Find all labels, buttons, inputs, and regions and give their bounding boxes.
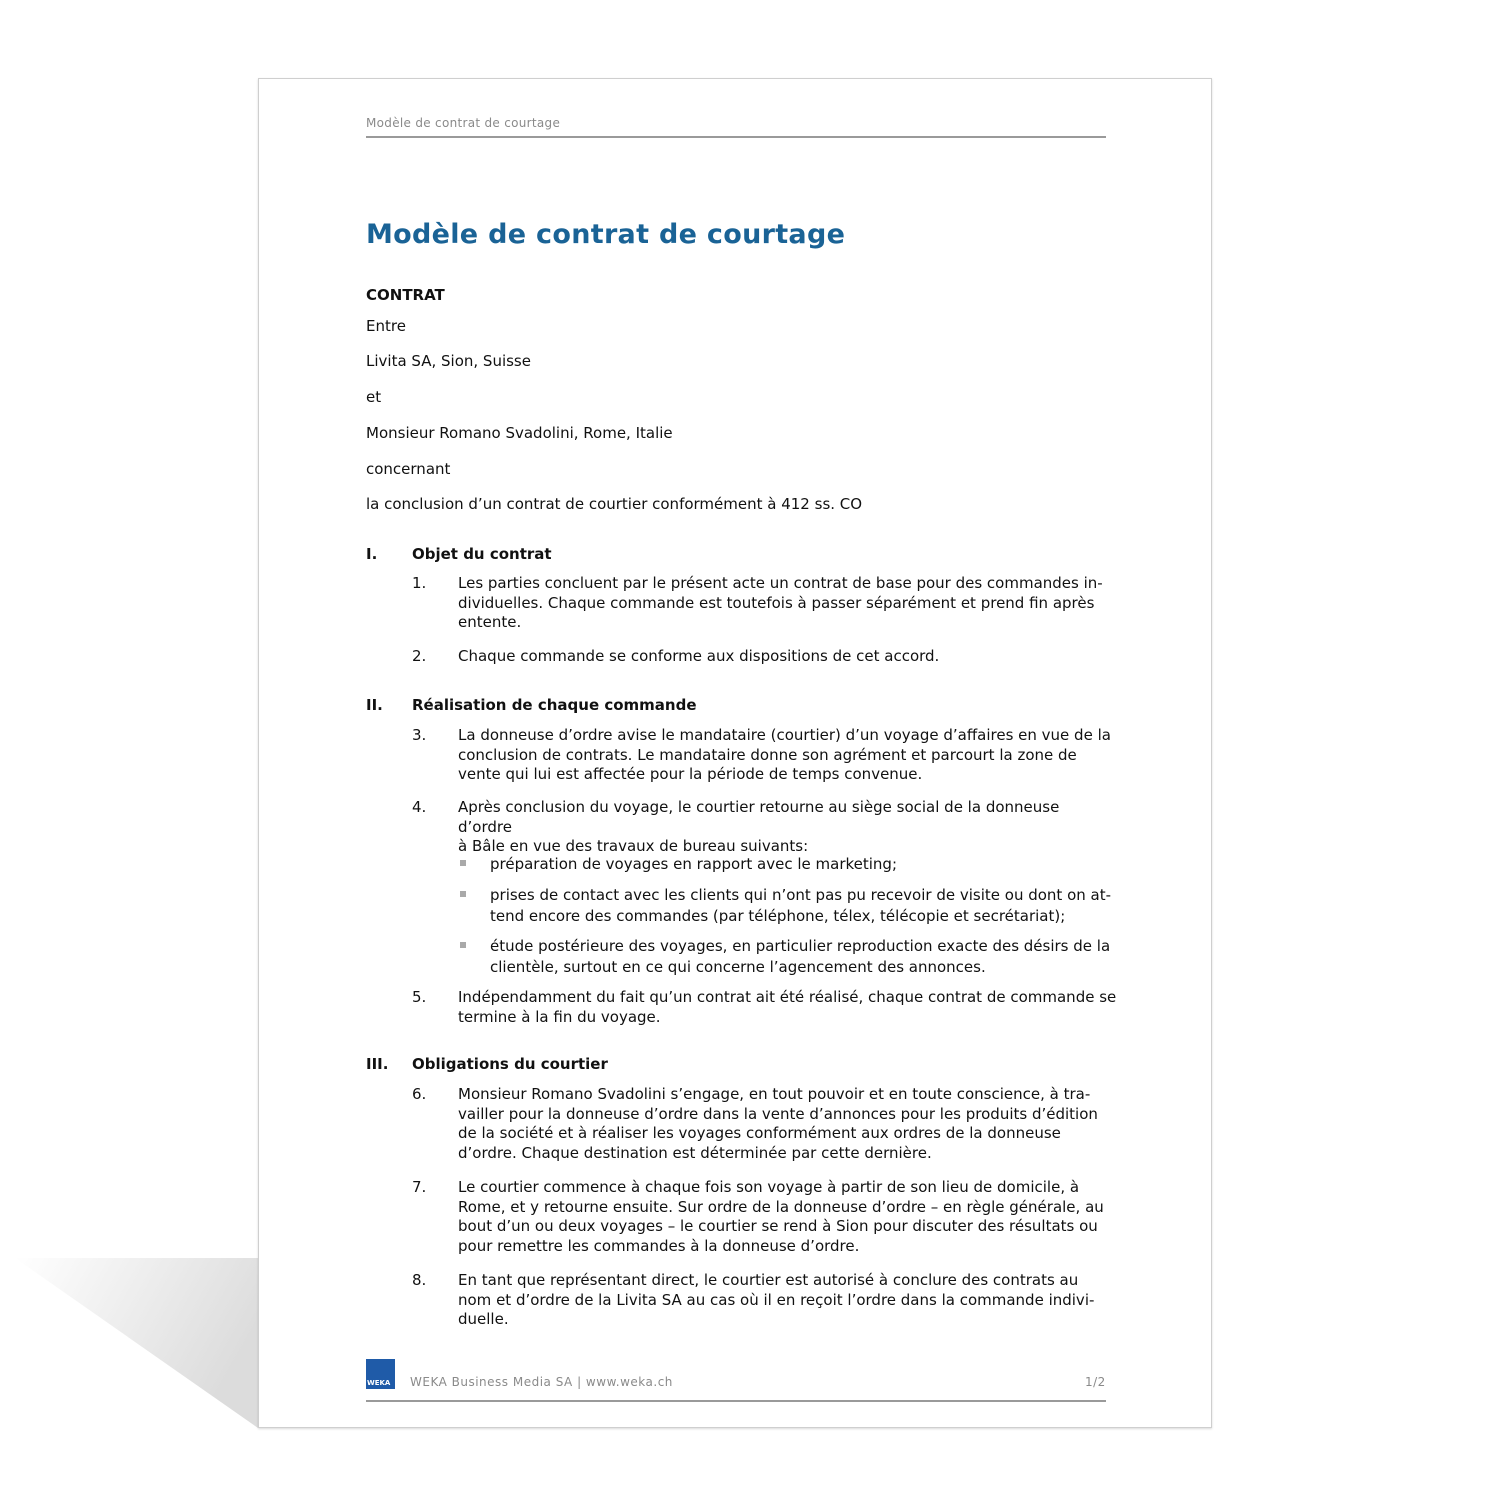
bullet-text: étude postérieure des voyages, en particulier reproduction exacte des désirs de la clientèle, surtout en ce qui concerne l’agencement des annonces. (490, 937, 1111, 976)
bullet-icon (460, 942, 466, 948)
contract-subject: la conclusion d’un contrat de courtier conformément à 412 ss. CO (366, 495, 863, 513)
section-number: II. (366, 696, 383, 714)
item-text: La donneuse d’ordre avise le mandataire (courtier) d’un voyage d’affaires en vue de la conclusion de contrats. Le mandataire donne son agrément et parcourt la zone de vente qui lui est affectée pour la période de temps convenue. (458, 726, 1111, 783)
logo-text: WEKA (367, 1379, 391, 1387)
contract-label: CONTRAT (366, 286, 445, 304)
item-text: Après conclusion du voyage, le courtier retourne au siège social de la donneuse d’ordre à Bâle en vue des travaux de bureau suivants: (458, 798, 1060, 855)
bullet-text: prises de contact avec les clients qui n’ont pas pu recevoir de visite ou dont on at- tend encore des commandes (par téléphone, télex, télécopie et secrétariat); (490, 886, 1112, 925)
bullet-text: préparation de voyages en rapport avec le marketing; (490, 855, 897, 873)
running-header: Modèle de contrat de courtage (366, 116, 561, 130)
section-title: Objet du contrat (412, 545, 552, 563)
footer-rule (366, 1400, 1106, 1402)
item-text: Les parties concluent par le présent acte un contrat de base pour des commandes in- dividuelles. Chaque commande est toutefois à passer séparément et prend fin après entente. (458, 574, 1103, 631)
bullet-icon (460, 860, 466, 866)
section-number: III. (366, 1055, 389, 1073)
concerning-label: concernant (366, 460, 451, 478)
section-title: Réalisation de chaque commande (412, 696, 697, 714)
item-text: Indépendamment du fait qu’un contrat ait été réalisé, chaque contrat de commande se termine à la fin du voyage. (458, 988, 1117, 1026)
bullet-icon (460, 891, 466, 897)
party-one: Livita SA, Sion, Suisse (366, 352, 531, 370)
item-number: 5. (412, 988, 427, 1006)
weka-logo (366, 1359, 395, 1389)
party-two: Monsieur Romano Svadolini, Rome, Italie (366, 424, 673, 442)
section-number: I. (366, 545, 378, 563)
and-label: et (366, 388, 382, 406)
item-text: En tant que représentant direct, le courtier est autorisé à conclure des contrats au nom et d’ordre de la Livita SA au cas où il en reçoit l’ordre dans la commande indivi- duelle. (458, 1271, 1095, 1328)
item-text: Le courtier commence à chaque fois son voyage à partir de son lieu de domicile, à Rome, et y retourne ensuite. Sur ordre de la donneuse d’ordre – en règle générale, au bout d’un ou deux voyages – le courtier se rend à Sion pour discuter des résultats ou pour remettre les commandes à la donneuse d’ordre. (458, 1178, 1104, 1255)
item-number: 3. (412, 726, 427, 744)
between-label: Entre (366, 317, 406, 335)
item-number: 4. (412, 798, 427, 816)
item-number: 2. (412, 647, 427, 665)
item-number: 6. (412, 1085, 427, 1103)
item-number: 1. (412, 574, 427, 592)
header-rule (366, 136, 1106, 138)
footer-publisher: WEKA Business Media SA | www.weka.ch (410, 1375, 673, 1389)
section-title: Obligations du courtier (412, 1055, 608, 1073)
item-text: Monsieur Romano Svadolini s’engage, en tout pouvoir et en toute conscience, à tra- vailler pour la donneuse d’ordre dans la vente d’annonces pour les produits d’édition de la société et à réaliser les voyages conformément aux ordres de la donneuse d’ordre. Chaque destination est déterminée par cette dernière. (458, 1085, 1098, 1162)
page-number: 1/2 (1085, 1375, 1106, 1389)
document-page (258, 78, 1212, 1428)
document-title: Modèle de contrat de courtage (366, 219, 846, 250)
item-number: 8. (412, 1271, 427, 1289)
item-number: 7. (412, 1178, 427, 1196)
item-text: Chaque commande se conforme aux dispositions de cet accord. (458, 647, 940, 665)
